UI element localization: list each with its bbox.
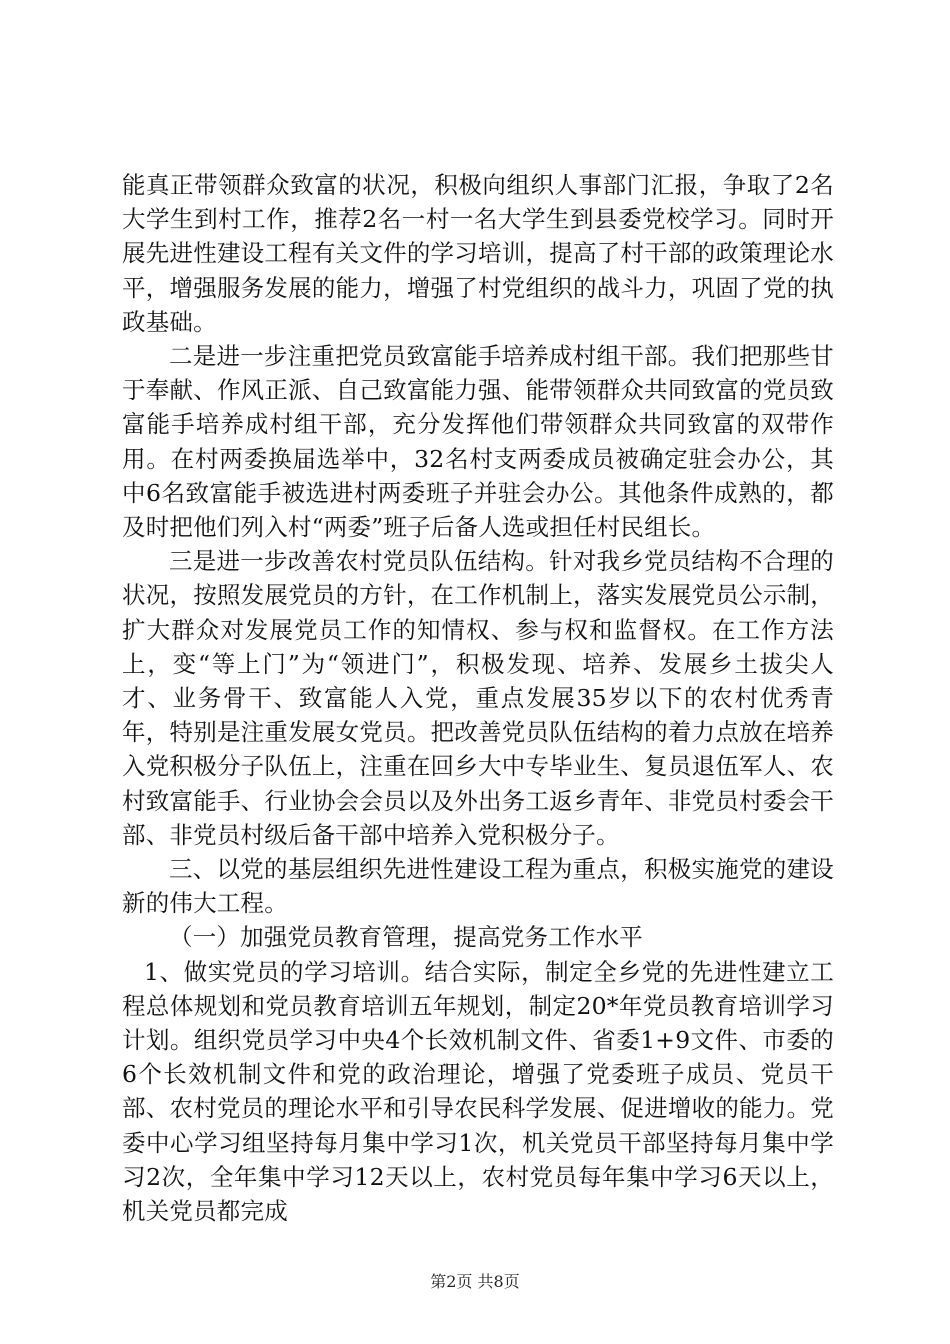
document-body xyxy=(122,168,834,1228)
section-heading-three: 三、以党的基层组织先进性建设工程为重点，积极实施党的建设新的伟大工程。 xyxy=(122,855,834,918)
paragraph-cadre-training: 二是进一步注重把党员致富能手培养成村组干部。我们把那些甘于奉献、作风正派、自己致富能力强、能带领群众共同致富的党员致富能手培养成村组干部，充分发挥他们带领群众共同致富的双带作用。在村两委换届选举中，32名村支两委成员被确定驻会办公，其中6名致富能手被选进村两委班子并驻会办公。其他条件成熟的，都及时把他们列入村“两委”班子后备人选或担任村民组长。 xyxy=(122,342,834,542)
page-footer: 第2页 共8页 xyxy=(430,1272,520,1291)
paragraph-study-training: 1、做实党员的学习培训。结合实际，制定全乡党的先进性建立工程总体规划和党员教育培训五年规划，制定20*年党员教育培训学习计划。组织党员学习中央4个长效机制文件、省委1+9文件、市委的6个长效机制文件和党的政治理论，增强了党委班子成员、党员干部、农村党员的理论水平和引导农民科学发展、促进增收的能力。党委中心学习组坚持每月集中学习1次，机关党员干部坚持每月集中学习2次，全年集中学习12天以上，农村党员每年集中学习6天以上，机关党员都完成 xyxy=(122,957,834,1226)
subsection-heading-one: （一）加强党员教育管理，提高党务工作水平 xyxy=(169,923,643,952)
paragraph-member-structure: 三是进一步改善农村党员队伍结构。针对我乡党员结构不合理的状况，按照发展党员的方针，在工作机制上，落实发展党员公示制，扩大群众对发展党员工作的知情权、参与权和监督权。在工作方法上，变“等上门”为“领进门”，积极发现、培养、发展乡土拔尖人才、业务骨干、致富能人入党，重点发展35岁以下的农村优秀青年，特别是注重发展女党员。把改善党员队伍结构的着力点放在培养入党积极分子队伍上，注重在回乡大中专毕业生、复员退伍军人、农村致富能手、行业协会会员以及外出务工返乡青年、非党员村委会干部、非党员村级后备干部中培养入党积极分子。 xyxy=(122,547,834,849)
paragraph-continuation: 能真正带领群众致富的状况，积极向组织人事部门汇报，争取了2名大学生到村工作，推荐2名一村一名大学生到县委党校学习。同时开展先进性建设工程有关文件的学习培训，提高了村干部的政策理论水平，增强服务发展的能力，增强了村党组织的战斗力，巩固了党的执政基础。 xyxy=(122,171,834,336)
